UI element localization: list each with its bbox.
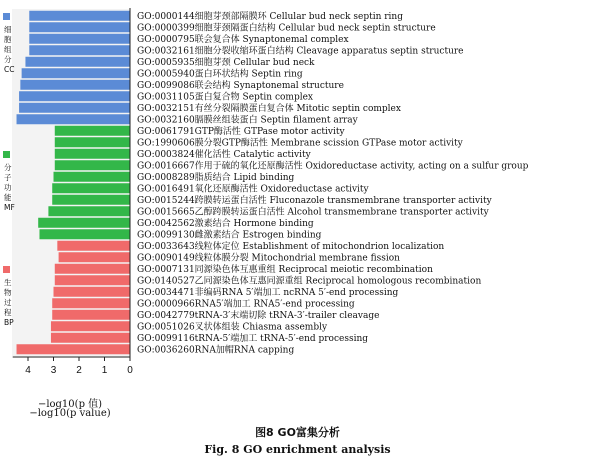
term-label: GO:0140527乙同源染色体互惠同源重组 Reciprocal homologous recombination (137, 276, 482, 287)
group-swatch (3, 151, 10, 158)
term-label: GO:0099086联会结构 Synaptonemal structure (137, 80, 344, 91)
group-label-char: CC (4, 65, 15, 74)
bars-layer (12, 9, 130, 356)
bar (38, 218, 130, 228)
x-axis-label-cn: −log10(p 值) (37, 399, 103, 410)
bar (29, 45, 130, 55)
term-label: GO:0016667作用于硫的氧化还原酶活性 Oxidoreductase activity, acting on a sulfur group (137, 161, 529, 172)
bar (19, 91, 130, 101)
bar (29, 34, 130, 44)
term-label: GO:0003824催化活性 Catalytic activity (137, 149, 311, 160)
bar (19, 103, 130, 113)
term-labels-layer (137, 10, 529, 356)
group-label-char: MF (4, 203, 15, 212)
group-label-char: 细 (4, 25, 12, 34)
group-label-char: 胞 (4, 35, 12, 44)
term-label: GO:0090149线粒体膜分裂 Mitochondrial membrane fission (137, 253, 400, 264)
term-label: GO:0034471非编码RNA 5′端加工 ncRNA 5′-end processing (137, 287, 399, 298)
group-label-char: 物 (4, 288, 12, 297)
bar (54, 287, 131, 297)
bar (17, 114, 130, 124)
bar (52, 183, 130, 193)
term-label: GO:1990606膜分裂GTP酶活性 Membrane scission GTPase motor activity (137, 138, 463, 149)
term-label: GO:0007131同源染色体互惠重组 Reciprocal meiotic recombination (137, 264, 433, 275)
x-tick-label: 3 (50, 365, 57, 376)
bar (55, 137, 130, 147)
term-label: GO:0042562激素结合 Hormone binding (137, 218, 314, 229)
x-tick-label: 1 (101, 365, 108, 376)
group-label-char: 程 (4, 308, 12, 317)
term-label: GO:0099130雌激素结合 Estrogen binding (137, 230, 322, 241)
term-label: GO:0015244跨膜转运蛋白活性 Fluconazole transmembrane transporter activity (137, 195, 492, 206)
bar (29, 11, 130, 21)
term-label: GO:0033643线粒体定位 Establishment of mitochondrion localization (137, 241, 445, 252)
x-axis-label-en: −log10(p value) (29, 408, 111, 419)
bar (17, 344, 130, 354)
group-label-char: 组 (4, 45, 12, 54)
bar (52, 195, 130, 205)
term-label: GO:0042779tRNA-3′末端切除 tRNA-3′-trailer cleavage (137, 310, 380, 321)
group-swatch (3, 13, 10, 20)
term-label: GO:0000399细胞芽颈隔蛋白结构 Cellular bud neck septin structure (137, 23, 436, 34)
bar (22, 68, 130, 78)
group-label-char: 能 (4, 193, 12, 202)
figure-caption-en: Fig. 8 GO enrichment analysis (204, 443, 391, 456)
bar (52, 310, 130, 320)
term-label: GO:0015665乙醇跨膜转运蛋白活性 Alcohol transmembrane transporter activity (137, 207, 489, 218)
term-label: GO:0008289脂质结合 Lipid binding (137, 172, 295, 183)
term-label: GO:0000795联会复合体 Synaptonemal complex (137, 34, 349, 45)
figure-caption-cn: 图8 GO富集分析 (255, 426, 340, 439)
group-label-char: 生 (4, 278, 12, 287)
group-label-char: 分 (4, 55, 12, 64)
term-label: GO:0005935细胞芽颈 Cellular bud neck (137, 57, 315, 68)
group-label-char: BP (4, 318, 14, 327)
bar (55, 275, 130, 285)
group-label-char: 子 (4, 173, 12, 182)
bar (55, 264, 130, 274)
term-label: GO:0032161细胞分裂收缩环蛋白结构 Cleavage apparatus septin structure (137, 46, 464, 57)
term-label: GO:0000966RNA5′端加工 RNA5′-end processing (137, 299, 355, 310)
group-label-char: 功 (4, 183, 12, 192)
bar (55, 160, 130, 170)
bar (29, 22, 130, 32)
bar (39, 229, 130, 239)
term-label: GO:0061791GTP酶活性 GTPase motor activity (137, 126, 345, 137)
bar (48, 206, 130, 216)
bar (51, 321, 130, 331)
term-label: GO:0000144细胞芽颈部隔膜环 Cellular bud neck septin ring (137, 11, 403, 22)
group-label-char: 过 (4, 298, 12, 307)
bar (20, 80, 130, 90)
term-label: GO:0032160膈膜丝组装蛋白 Septin filament array (137, 115, 358, 126)
bar (55, 149, 130, 159)
term-label: GO:0031105蛋白复合物 Septin complex (137, 92, 313, 103)
bar (52, 298, 130, 308)
term-label: GO:0005940蛋白环状结构 Septin ring (137, 69, 303, 80)
x-tick-label: 4 (25, 365, 31, 376)
group-swatch (3, 266, 10, 273)
bar (55, 126, 130, 136)
x-tick-label: 0 (127, 365, 133, 376)
term-label: GO:0051026叉状体组装 Chiasma assembly (137, 322, 328, 333)
bar (57, 241, 130, 251)
bar (54, 172, 131, 182)
term-label: GO:0016491氧化还原酶活性 Oxidoreductase activity (137, 184, 369, 195)
x-tick-label: 2 (76, 365, 82, 376)
bar (25, 57, 130, 67)
term-label: GO:0032151有丝分裂隔膜蛋白复合体 Mitotic septin complex (137, 103, 401, 114)
bar (59, 252, 130, 262)
group-label-char: 分 (4, 163, 12, 172)
bar (51, 333, 130, 343)
term-label: GO:0099116tRNA-5′端加工 tRNA-5′-end processing (137, 333, 369, 344)
term-label: GO:0036260RNA加帽RNA capping (137, 345, 295, 356)
